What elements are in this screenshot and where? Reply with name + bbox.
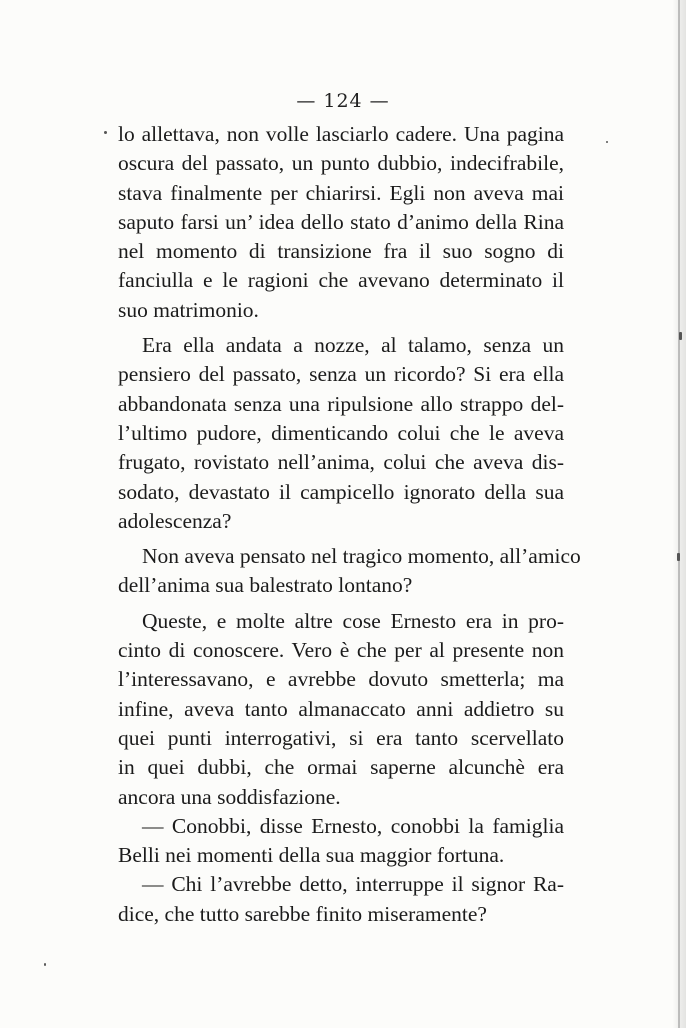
text-line: Era ella andata a nozze, al talamo, senza un: [142, 333, 564, 358]
text-line: abbandonata senza una ripulsione allo strappo del-: [118, 391, 564, 416]
text-line: sodato, devastato il campicello ignorato della sua: [118, 479, 564, 504]
text-line: lo allettava, non volle lasciarlo cadere. Una pagina: [118, 122, 564, 146]
page-edge-line: [678, 0, 680, 1028]
text-line: Non aveva pensato nel tragico momento, all’amico: [142, 544, 581, 569]
text-line: Queste, e molte altre cose Ernesto era in pro-: [142, 608, 564, 633]
text-line: oscura del passato, un punto dubbio, indecifrabile,: [118, 151, 564, 176]
text-line: suo matrimonio.: [118, 297, 259, 322]
text-line: l’ultimo pudore, dimenticando colui che le aveva: [118, 420, 564, 445]
text-line: infine, aveva tanto almanaccato anni addietro su: [118, 696, 564, 721]
paper-speck: [104, 131, 107, 134]
body-text: [118, 120, 581, 929]
text-line: in quei dubbi, che ormai saperne alcunchè era: [118, 755, 564, 780]
paper-speck: [44, 963, 46, 966]
text-line: nel momento di transizione fra il suo sogno di: [118, 239, 564, 264]
text-line: l’interessavano, e avrebbe dovuto smetterla; ma: [118, 667, 564, 692]
text-line: pensiero del passato, senza un ricordo? Si era ella: [118, 362, 564, 387]
text-line: saputo farsi un’ idea dello stato d’animo della Rina: [118, 209, 564, 234]
text-line: cinto di conoscere. Vero è che per al presente non: [118, 638, 564, 663]
text-line: stava finalmente per chiarirsi. Egli non aveva mai: [118, 180, 564, 205]
paper-speck: [677, 553, 680, 561]
page-number: — 124 —: [296, 90, 390, 112]
paper-speck: [679, 332, 682, 340]
text-line: — Chi l’avrebbe detto, interruppe il signor Ra-: [142, 872, 564, 897]
text-line: dice, che tutto sarebbe finito miseramente?: [118, 901, 487, 926]
text-line: ancora una soddisfazione.: [118, 784, 341, 809]
text-line: adolescenza?: [118, 508, 232, 533]
text-line: quei punti interrogativi, si era tanto scervellato: [118, 725, 564, 750]
text-line: frugato, rovistato nell’anima, colui che aveva dis-: [118, 450, 564, 475]
text-line: — Conobbi, disse Ernesto, conobbi la famiglia: [142, 813, 564, 838]
paper-speck: [606, 141, 608, 143]
text-line: dell’anima sua balestrato lontano?: [118, 573, 413, 598]
text-line: fanciulla e le ragioni che avevano determinato il: [118, 268, 564, 293]
text-line: Belli nei momenti della sua maggior fortuna.: [118, 843, 505, 868]
